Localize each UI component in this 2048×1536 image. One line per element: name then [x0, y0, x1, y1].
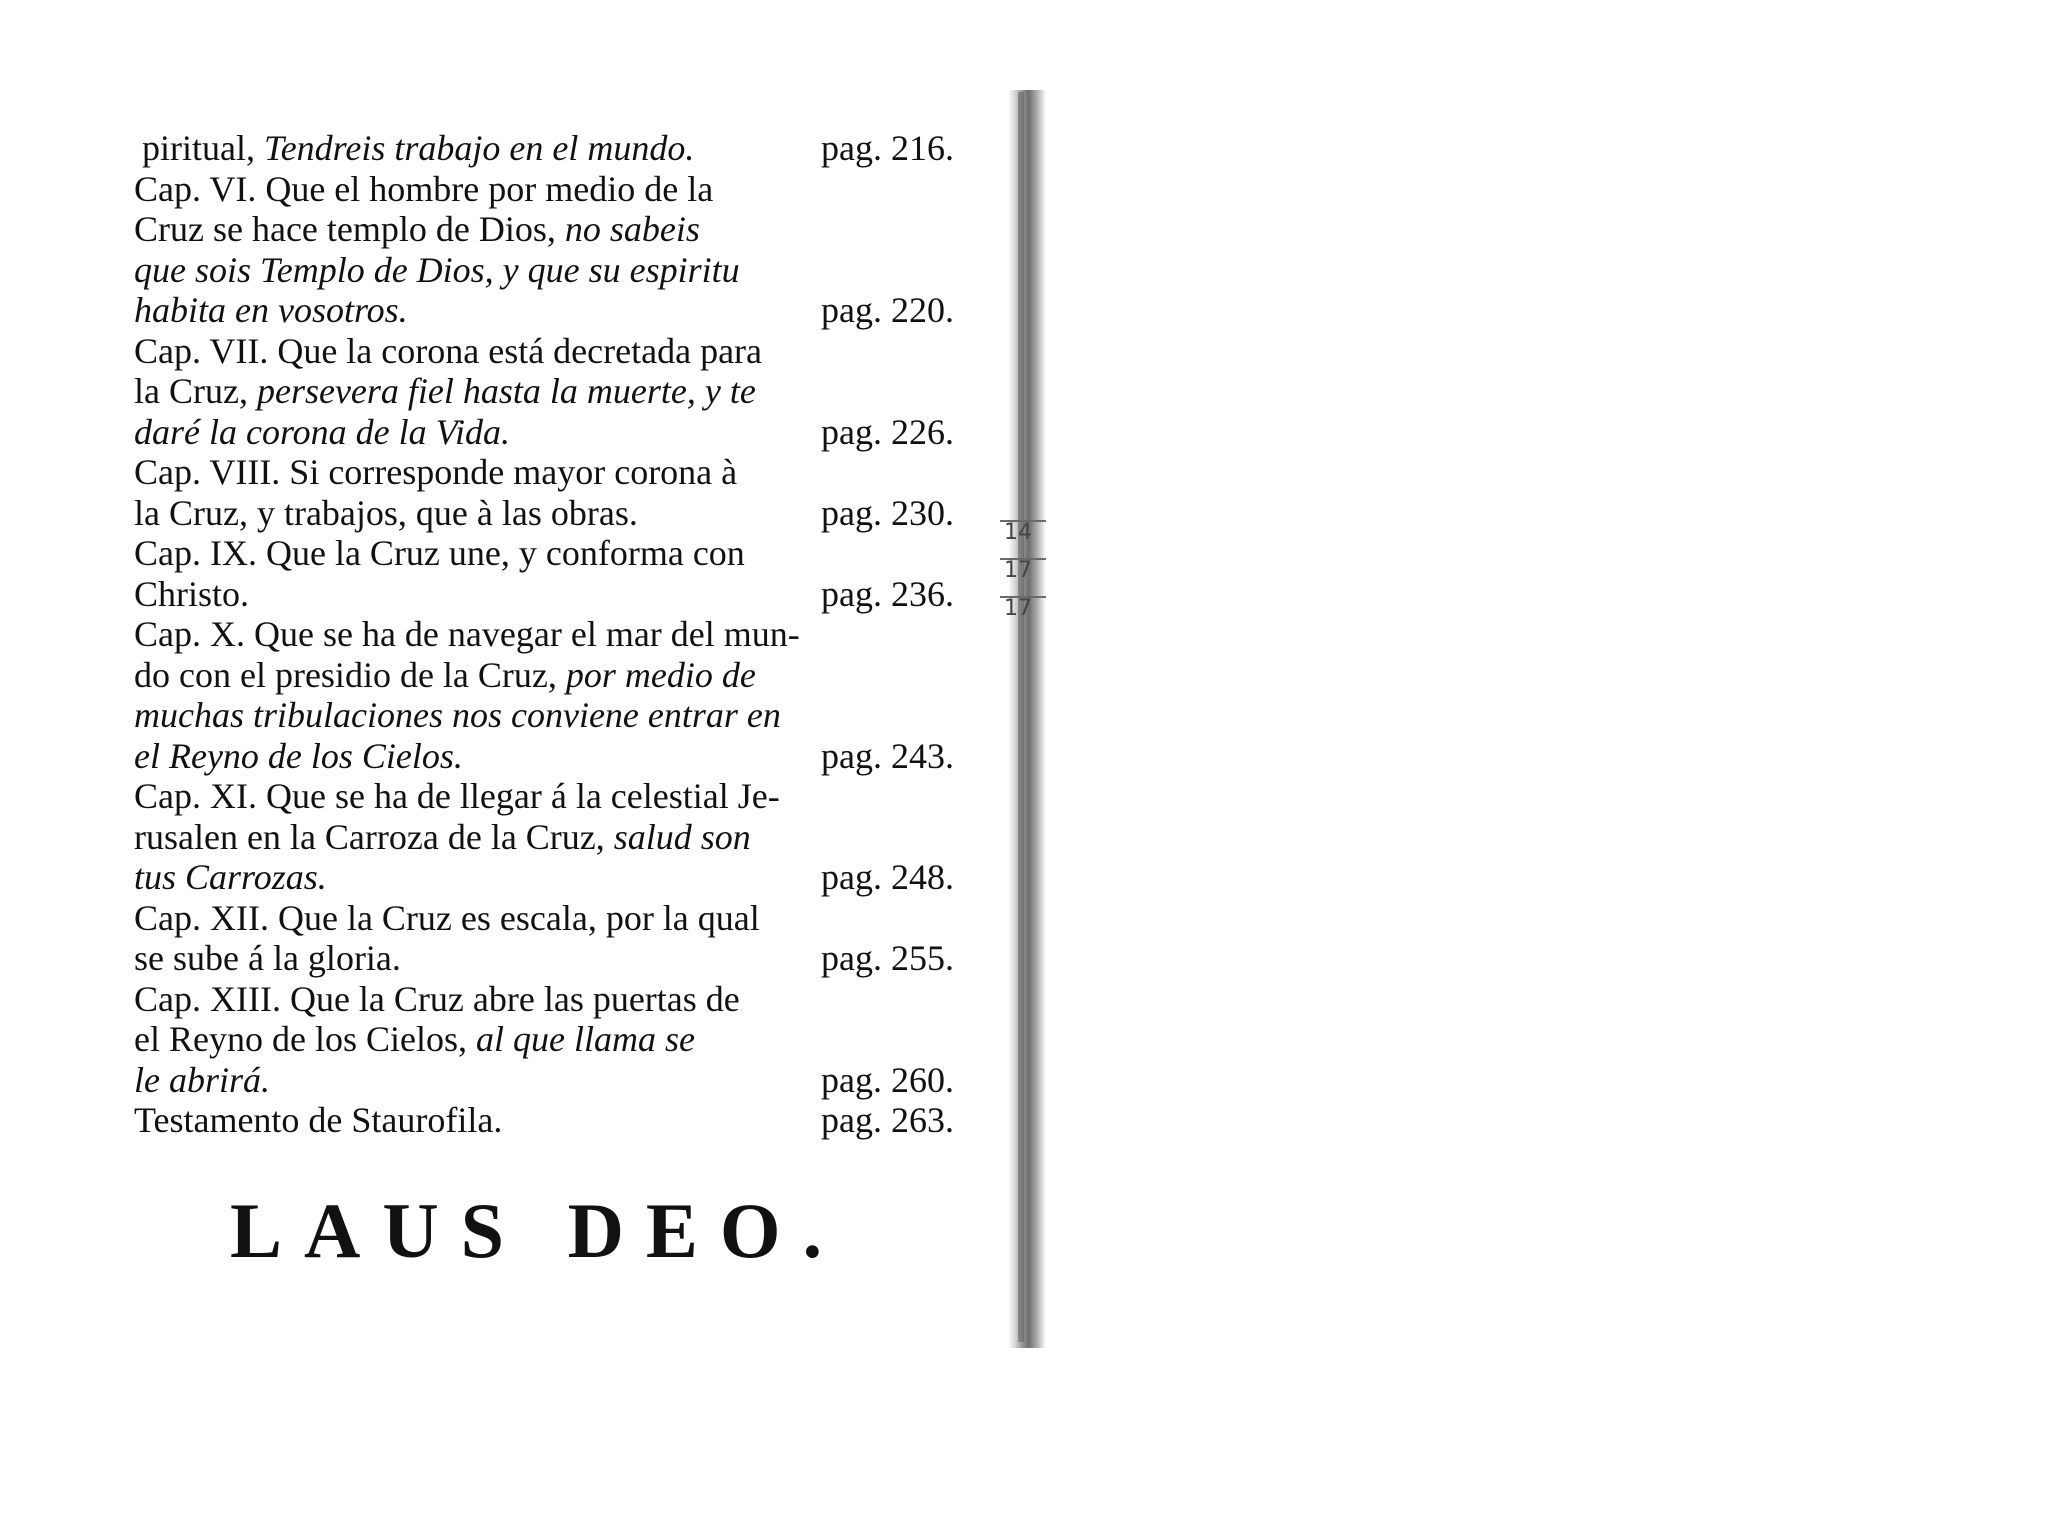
toc-page-number: pag. 248.	[821, 857, 954, 897]
toc-line	[134, 209, 954, 250]
toc-line	[134, 776, 954, 817]
toc-page-number: pag. 260.	[821, 1059, 954, 1100]
toc-line	[134, 1019, 954, 1060]
toc-page-number: pag. 220.	[821, 290, 954, 330]
toc-line-italic: le abrirá.	[134, 1059, 271, 1100]
toc-line-text: piritual,	[142, 128, 264, 168]
toc-line-italic: salud son	[613, 816, 751, 857]
toc-line-text: Cap. XII. Que la Cruz es escala, por la qual	[134, 897, 760, 938]
gutter-mark-1: 14	[1004, 520, 1032, 545]
toc-line	[134, 330, 954, 372]
toc-line	[134, 371, 954, 412]
toc-line-italic: no sabeis	[564, 209, 700, 249]
toc-entry	[134, 979, 954, 1101]
toc-page-number: pag. 236.	[821, 573, 954, 614]
toc-line-italic: que sois Templo de Dios, y que su espiritu	[134, 249, 740, 290]
toc-line	[142, 128, 954, 169]
toc-line	[134, 411, 954, 453]
toc-line-text: la Cruz, y trabajos, que à las obras.	[134, 492, 638, 533]
toc-line-text: Cap. VII. Que la corona está decretada para	[134, 330, 763, 371]
toc-line-text: Cap. X. Que se ha de navegar el mar del mun-	[134, 614, 800, 654]
toc-line	[134, 1059, 954, 1101]
toc-line-text: Cap. VI. Que el hombre por medio de la	[134, 168, 714, 209]
toc-line-italic: por medio de	[565, 654, 756, 695]
toc-line	[134, 938, 954, 979]
toc-line-italic: muchas tribulaciones nos conviene entrar en	[134, 695, 781, 735]
toc-line	[134, 1100, 954, 1141]
toc-entry	[134, 898, 954, 979]
toc-line-italic: habita en vosotros.	[134, 290, 408, 330]
toc-page-number: pag. 226.	[821, 411, 954, 452]
toc-page-number: pag. 216.	[821, 128, 954, 168]
toc-line	[134, 857, 954, 898]
toc-line	[134, 168, 954, 210]
laus-deo-closing: LAUS DEO.	[230, 1187, 845, 1274]
toc-entry	[134, 614, 954, 776]
toc-line	[134, 614, 954, 655]
toc-line-italic: el Reyno de los Cielos.	[134, 735, 463, 776]
toc-line	[134, 978, 954, 1020]
toc-line-italic: Tendreis trabajo en el mundo.	[263, 128, 695, 168]
toc-line	[134, 695, 954, 736]
toc-line	[134, 573, 954, 615]
toc-line-text: Christo.	[134, 573, 250, 614]
toc-line	[134, 654, 954, 696]
toc-entry	[134, 533, 954, 614]
toc-line-italic: persevera fiel hasta la muerte, y te	[256, 371, 756, 411]
toc-entry	[134, 128, 954, 169]
toc-line-text: Cap. IX. Que la Cruz une, y conforma con	[134, 533, 745, 573]
toc-entry	[134, 331, 954, 453]
toc-line-text: Cap. XI. Que se ha de llegar á la celestial Je-	[134, 776, 780, 816]
toc-page-number: pag. 263.	[821, 1100, 954, 1140]
toc-line-text: el Reyno de los Cielos,	[134, 1019, 476, 1059]
toc-line-text: Cruz se hace templo de Dios,	[134, 209, 565, 249]
toc-line	[134, 735, 954, 777]
toc-line	[134, 492, 954, 534]
toc-entry	[134, 452, 954, 533]
book-gutter-shadow	[1008, 90, 1046, 1348]
toc-page-number: pag. 230.	[821, 492, 954, 533]
toc-page-number: pag. 243.	[821, 735, 954, 776]
book-gutter-edge	[1018, 92, 1024, 1342]
toc-line-text: se sube á la gloria.	[134, 938, 401, 978]
toc-line-text: Testamento de Staurofila.	[134, 1100, 503, 1140]
toc-line-italic: tus Carrozas.	[134, 857, 327, 897]
toc-line	[134, 290, 954, 331]
toc-line-text: Cap. XIII. Que la Cruz abre las puertas de	[134, 978, 740, 1019]
table-of-contents	[134, 128, 954, 1141]
toc-line	[134, 249, 954, 291]
toc-line-text: Cap. VIII. Si corresponde mayor corona à	[134, 452, 738, 492]
toc-line-text: rusalen en la Carroza de la Cruz,	[134, 816, 614, 857]
gutter-mark-2: 17	[1004, 558, 1032, 583]
toc-line	[134, 452, 954, 493]
toc-line-italic: daré la corona de la Vida.	[134, 411, 510, 452]
toc-line	[134, 897, 954, 939]
gutter-mark-3: 17	[1004, 596, 1032, 621]
toc-line-text: do con el presidio de la Cruz,	[134, 654, 566, 695]
toc-entry	[134, 1100, 954, 1141]
toc-entry	[134, 169, 954, 331]
toc-line	[134, 533, 954, 574]
toc-line-italic: al que llama se	[475, 1019, 695, 1059]
toc-line	[134, 816, 954, 858]
toc-entry	[134, 776, 954, 898]
toc-page-number: pag. 255.	[821, 938, 954, 978]
toc-line-text: la Cruz,	[134, 371, 257, 411]
